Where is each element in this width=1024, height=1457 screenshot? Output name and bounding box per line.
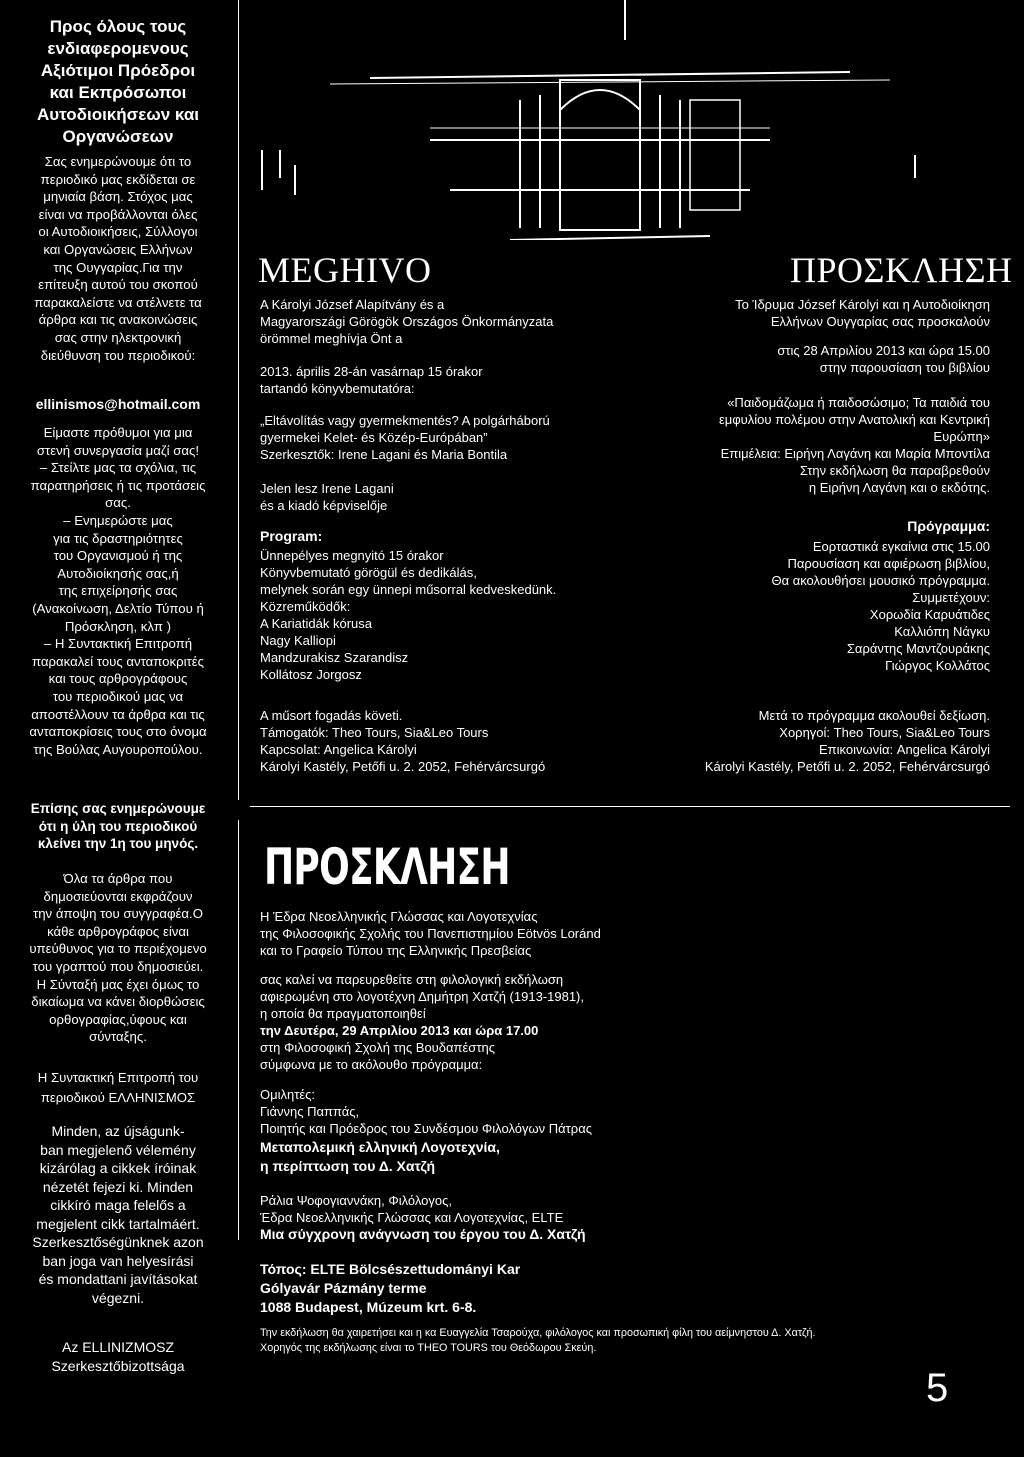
left-signature: Az ELLINIZMOSZ Szerkesztőbizottsága	[51, 1339, 185, 1374]
elte-speaker-1: Γιάννης Παππάς, Ποιητής και Πρόεδρος του Συνδέσμου Φιλολόγων Πάτρας	[260, 1104, 592, 1136]
meghivo-title: MEGHIVO	[258, 250, 432, 290]
left-cooperation: Είμαστε πρόθυμοι για μια στενή συνεργασία μαζί σας! – Στείλτε μας τα σχόλια, τις παρατηρήσεις ή τις προτάσεις σας. – Ενημερώστε μας για τις δραστηριότητες του Οργανισμού ή της Αυτοδιοίκησής σας,ή της επιχείρησής σας (Ανακοίνωση, Δελτίο Τύπου ή Πρόσκληση, κλπ ) – Η Συντακτική Επιτροπή παρακαλεί τους ανταποκριτές και τους αρθρογράφους του περιοδικού μας να αποστέλλουν τα άρθρα και τις ανταποκρίσεις τους στο όνομα της Βούλας Αυγουροπούλου.	[29, 425, 207, 757]
prosklisi-program: Εορταστικά εγκαίνια στις 15.00 Παρουσίαση και αφιέρωση βιβλίου, Θα ακολουθήσει μουσικό πρόγραμμα. Συμμετέχουν: Χορωδία Καρυάτιδες Καλλιόπη Νάγκυ Σαράντης Μαντζουράκης Γιώργος Κολλάτος	[771, 539, 990, 673]
prosklisi-closing: Μετά το πρόγραμμα ακολουθεί δεξίωση. Χορηγοί: Theo Tours, Sia&Leo Tours Επικοινωνία: Angelica Károlyi Károlyi Kastély, Petőfi u. 2. 2052, Fehérvárcsurgó	[704, 708, 990, 774]
elte-intro: Η Έδρα Νεοελληνικής Γλώσσας και Λογοτεχνίας της Φιλοσοφικής Σχολής του Πανεπιστημίου Eötvös Loránd και το Γραφείο Τύπου της Ελληνικής Πρεσβείας	[260, 909, 601, 958]
section-divider	[250, 806, 1010, 807]
column-divider-left	[238, 0, 239, 800]
meghivo-intro: A Károlyi József Alapítvány és a Magyarországi Görögök Országos Önkormányzata örömmel meghívja Önt a	[260, 297, 554, 346]
prosklisi-date: στις 28 Απριλίου 2013 και ώρα 15.00 στην παρουσίαση του βιβλίου	[777, 343, 990, 375]
page-number: 5	[926, 1366, 949, 1410]
column-divider-left-lower	[238, 820, 239, 1240]
meghivo-program: Ünnepélyes megnyitó 15 órakor Könyvbemutató görögül és dedikálás, melynek során egy ünnepi műsorral kedveskedünk. Közreműködők: A Kariatidák kórusa Nagy Kalliopi Mandzurakisz Szarandisz Kollátosz Jorgosz	[260, 548, 557, 682]
elte-venue: Τόπος: ELTE Bölcsészettudományi Kar Gólyavár Pázmány terme 1088 Budapest, Múzeum krt. 6-8.	[260, 1261, 521, 1315]
meghivo-date: 2013. április 28-án vasárnap 15 órakor tartandó könyvbemutatóra:	[260, 364, 483, 396]
elte-talk-1: Μεταπολεμική ελληνική Λογοτεχνία, η περίπτωση του Δ. Χατζή	[260, 1139, 500, 1174]
email-link[interactable]: ellinismos@hotmail.com	[35, 396, 201, 412]
left-deadline: Επίσης σας ενημερώνουμε ότι η ύλη του περιοδικού κλείνει την 1η του μηνός.	[30, 801, 206, 851]
elte-when: την Δευτέρα, 29 Απριλίου 2013 και ώρα 17.00	[260, 1023, 539, 1038]
left-disclaimer: Όλα τα άρθρα που δημοσιεύονται εκφράζουν την άποψη του συγγραφέα.Ο κάθε αρθρογράφος είναι υπεύθυνος για το περιέχομενο του γραπτού που δημοσιεύει. Η Σύνταξή μας έχει όμως το δικαίωμα να κάνει διορθώσεις ορθογραφίας,ύφους και σύνταξης.	[29, 871, 207, 1045]
elte-note: Την εκδήλωση θα χαιρετήσει και η κα Ευαγγελία Τσαρούχα, φιλόλογος και προσωπική φίλη του αείμνηστου Δ. Χατζή. Χορηγός της εκδήλωσης είναι το THEO TOURS του Θεόδωρου Σκεύη.	[260, 1327, 816, 1354]
elte-invitation-title: ΠΡΟΣΚΛΗΣΗ	[264, 838, 510, 896]
meghivo-book: „Eltávolítás vagy gyermekmentés? A polgárháború gyermekei Kelet- és Közép-Európában” Szerkesztők: Irene Lagani és Maria Bontila	[260, 413, 550, 462]
building-illustration	[250, 0, 1020, 240]
elte-where: στη Φιλοσοφική Σχολή της Βουδαπέστης σύμφωνα με το ακόλουθο πρόγραμμα:	[260, 1040, 495, 1072]
meghivo-program-label: Program:	[260, 528, 323, 544]
prosklisi-intro: Το Ίδρυμα József Károlyi και η Αυτοδιοίκηση Ελλήνων Ουγγαρίας σας προσκαλούν	[735, 297, 990, 329]
elte-invite: σας καλεί να παρευρεθείτε στη φιλολογική εκδήλωση αφιερωμένη στο λογοτέχνη Δημήτρη Χατζή (1913-1981), η οποία θα πραγματοποιηθεί	[260, 972, 584, 1021]
left-heading: Προς όλους τους ενδιαφερομενους Αξιότιμοι Πρόεδροι και Εκπρόσωποι Αυτοδιοικήσεων και Οργανώσεων	[37, 17, 199, 146]
elte-speaker-2: Ράλια Ψοφογιαννάκη, Φιλόλογος, Έδρα Νεοελληνικής Γλώσσας και Λογοτεχνίας, ELTE	[260, 1193, 564, 1225]
left-committee: Η Συντακτική Επιτροπή του περιοδικού ΕΛΛΗΝΙΣΜΟΣ	[37, 1070, 199, 1105]
elte-talk-2: Μια σύγχρονη ανάγνωση του έργου του Δ. Χατζή	[260, 1226, 586, 1242]
elte-speakers-label: Ομιλητές:	[260, 1087, 316, 1102]
prosklisi-title: ΠΡΟΣΚΛΗΣΗ	[790, 250, 1013, 290]
left-intro: Σας ενημερώνουμε ότι το περιοδικό μας εκδίδεται σε μηνιαία βάση. Στόχος μας είναι να προβάλλονται όλες οι Αυτοδιοικήσεις, Σύλλογοι και Οργανώσεις Ελλήνων της Ουγγαρίας.Για την επίτευξη αυτού του σκοπού παρακαλείστε να στέλνετε τα άρθρα και τις ανακοινώσεις σας στην ηλεκτρονική διεύθυνση του περιοδικού:	[34, 154, 202, 363]
prosklisi-book: «Παιδομάζωμα ή παιδοσώσιμο; Τα παιδιά του εμφυλίου πολέμου στην Ανατολική και Κεντρική Ευρώπη» Επιμέλεια: Ειρήνη Λαγάνη και Μαρία Μποντίλα Στην εκδήλωση θα παραβρεθούν η Ειρήνη Λαγάνη και ο εκδότης.	[718, 395, 990, 495]
meghivo-closing: A műsort fogadás követi. Támogatók: Theo Tours, Sia&Leo Tours Kapcsolat: Angelica Károlyi Károlyi Kastély, Petőfi u. 2. 2052, Fehérvárcsurgó	[260, 708, 546, 774]
meghivo-present: Jelen lesz Irene Lagani és a kiadó képviselője	[260, 481, 394, 513]
prosklisi-program-label: Πρόγραμμα:	[907, 518, 990, 534]
left-hungarian-note: Minden, az újságunk- ban megjelenő vélemény kizárólag a cikkek íróinak nézetét fejezi ki. Minden cikkíró maga felelős a megjelent cikk tartalmáért. Szerkesztőségünknek azon ban joga van helyesírási és mondattani javításokat végezni.	[32, 1123, 204, 1306]
